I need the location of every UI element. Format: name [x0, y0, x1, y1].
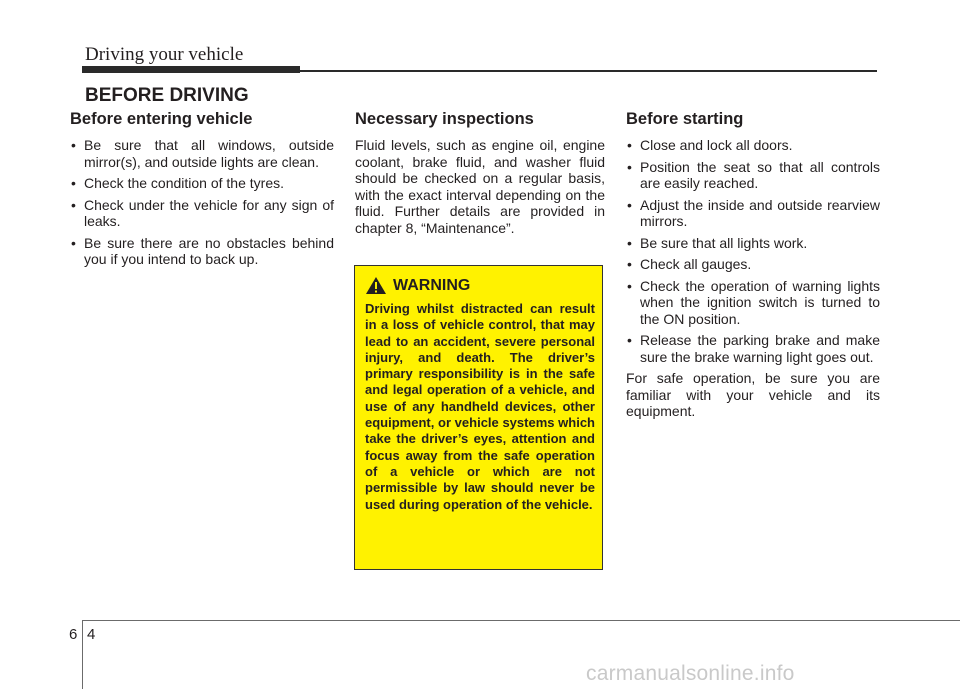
list-item: • Adjust the inside and outside rearview mirrors.: [626, 197, 880, 230]
footer-vertical-rule: [82, 620, 83, 689]
list-item: • Check the condition of the tyres.: [70, 175, 334, 192]
heading-necessary-inspections: Necessary inspections: [355, 110, 534, 128]
list-item: • Check the operation of warning lights when the ignition switch is turned to the ON position.: [626, 278, 880, 328]
list-item: • Be sure that all windows, outside mirror(s), and outside lights are clean.: [70, 137, 334, 170]
page-number: 4: [87, 626, 96, 643]
list-item: • Close and lock all doors.: [626, 137, 880, 154]
warning-text: Driving whilst distracted can result in a loss of vehicle control, that may lead to an accident, severe personal injury, and death. The driver’s primary responsibility is in the safe and legal operation of a vehicle, and use of any handheld devices, other equipment, or vehicle systems which take the driver’s eyes, attention and focus away from the safe operation of a vehicle or which are not permissible by law should never be used during operation of the vehicle.: [365, 301, 595, 512]
list-item: • Check all gauges.: [626, 256, 880, 273]
heading-before-entering: Before entering vehicle: [70, 110, 253, 128]
chapter-number: 6: [69, 626, 78, 643]
list-item: • Be sure that all lights work.: [626, 235, 880, 252]
safe-operation-paragraph: For safe operation, be sure you are familiar with your vehicle and its equipment.: [626, 370, 880, 419]
warning-triangle-icon: [365, 276, 387, 295]
list-item: • Be sure there are no obstacles behind you if you intend to back up.: [70, 235, 334, 268]
before-entering-list: [70, 137, 334, 268]
watermark-text: carmanualsonline.info: [586, 662, 795, 685]
list-item: • Position the seat so that all controls are easily reached.: [626, 159, 880, 192]
running-header: Driving your vehicle: [85, 44, 244, 65]
inspections-paragraph: Fluid levels, such as engine oil, engine coolant, brake fluid, and washer fluid should be checked on a regular basis, with the exact interval depending on the fluid. Further details are provided in chapter 8, “Maintenance”.: [355, 137, 605, 236]
section-title: BEFORE DRIVING: [85, 85, 249, 106]
warning-header: [365, 276, 595, 295]
list-item: • Release the parking brake and make sure the brake warning light goes out.: [626, 332, 880, 365]
before-starting-list: [626, 137, 880, 365]
column-necessary-inspections: [355, 110, 605, 236]
heading-before-starting: Before starting: [626, 110, 744, 128]
warning-box: [354, 265, 603, 570]
column-before-entering: [70, 110, 334, 273]
footer-horizontal-rule: [82, 620, 960, 621]
header-rule-thin: [300, 70, 877, 72]
header-rule-thick: [82, 66, 300, 73]
warning-title: WARNING: [393, 276, 471, 294]
column-before-starting: [626, 110, 880, 420]
list-item: • Check under the vehicle for any sign of leaks.: [70, 197, 334, 230]
